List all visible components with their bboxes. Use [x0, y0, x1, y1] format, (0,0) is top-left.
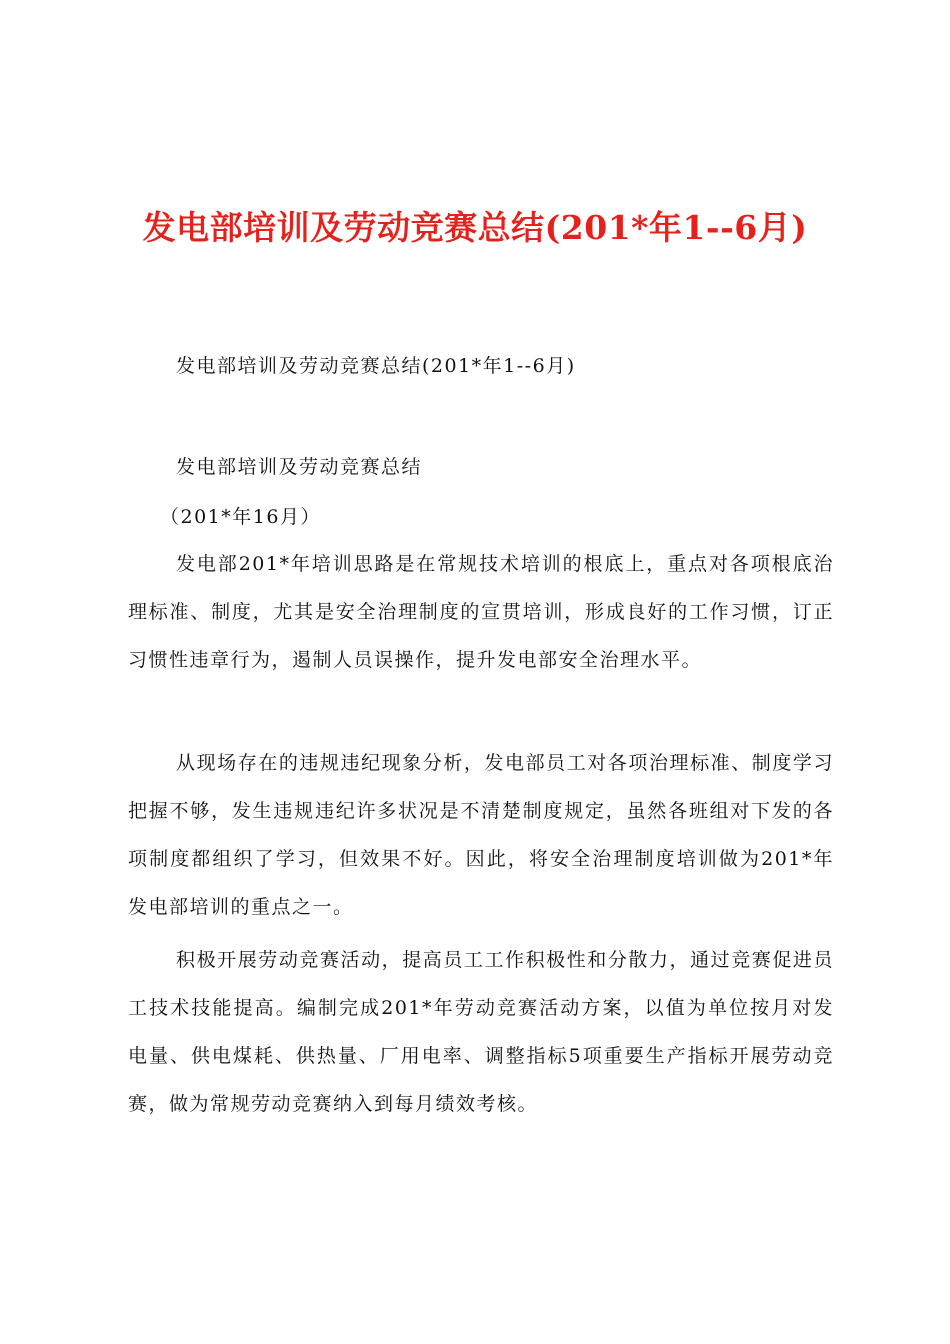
document-title: 发电部培训及劳动竞赛总结(201*年1--6月) — [142, 208, 808, 247]
document-subtitle: 发电部培训及劳动竞赛总结(201*年1--6月) — [176, 355, 576, 377]
section-heading: 发电部培训及劳动竞赛总结 — [176, 456, 423, 478]
body-paragraph-3: 积极开展劳动竞赛活动，提高员工工作积极性和分散力，通过竞赛促进员工技术技能提高。编制完成201*年劳动竞赛活动方案，以值为单位按月对发电量、供电煤耗、供热量、厂用电率、调整指标5项重要生产指标开展劳动竞赛，做为常规劳动竞赛纳入到每月绩效考核。 — [128, 949, 834, 1115]
body-paragraph-1: 发电部201*年培训思路是在常规技术培训的根底上，重点对各项根底治理标准、制度，尤其是安全治理制度的宣贯培训，形成良好的工作习惯，订正习惯性违章行为，遏制人员误操作，提升发电部安全治理水平。 — [128, 553, 834, 671]
body-paragraph-2: 从现场存在的违规违纪现象分析，发电部员工对各项治理标准、制度学习把握不够，发生违规违纪许多状况是不清楚制度规定，虽然各班组对下发的各项制度都组织了学习，但效果不好。因此，将安全治理制度培训做为201*年发电部培训的重点之一。 — [128, 752, 834, 918]
period-label: （201*年16月） — [160, 506, 321, 528]
